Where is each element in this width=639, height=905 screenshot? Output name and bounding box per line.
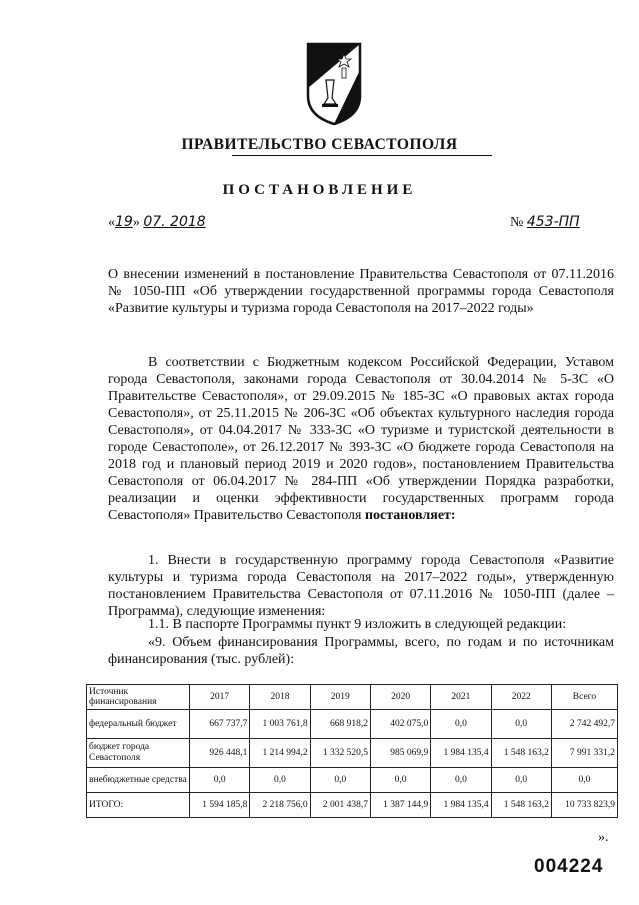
row-label: бюджет города Севастополя — [87, 739, 190, 768]
table-cell: 1 984 135,4 — [431, 793, 491, 818]
date-month-year: 07. 2018 — [143, 214, 206, 230]
preamble-text: В соответствии с Бюджетным кодексом Российской Федерации, Уставом города Севастополя, законами города Севастополя от 30.04.2014 № 5-ЗС «О Правительстве Севастополя», от 29.09.2015 № 185-ЗС «О правовых актах города Севастополя», от 25.11.2015 № 206-ЗС «Об объектах культурного наследия города Севастополя», от 04.04.2017 № 333-ЗС «О туризме и туристской деятельности в городе Севастополе», от 26.12.2017 № 393-ЗС «О бюджете города Севастополя на 2018 год и плановый период 2019 и 2020 годов», постановлением Правительства Севастополя от 06.04.2017 № 284-ПП «Об утверждении Порядка разработки, реализации и оценки эффективности государственных программ города Севастополя» Правительство Севастополя — [108, 355, 614, 523]
document-date — [108, 214, 206, 231]
date-prefix: « — [108, 215, 115, 230]
table-cell: 0,0 — [250, 768, 310, 793]
number-value: 453-ПП — [526, 214, 580, 230]
table-header: 2021 — [431, 685, 491, 710]
table-cell: 1 548 163,2 — [491, 739, 551, 768]
closing-quote: ». — [598, 830, 609, 845]
date-mid: » — [132, 215, 140, 230]
table-header: 2018 — [250, 685, 310, 710]
preamble-paragraph — [108, 354, 614, 524]
row-label: внебюджетные средства — [87, 768, 190, 793]
table-cell: 668 918,2 — [310, 710, 370, 739]
document-code: 004224 — [534, 856, 604, 877]
title-underline — [232, 155, 492, 156]
government-title: ПРАВИТЕЛЬСТВО СЕВАСТОПОЛЯ — [181, 136, 458, 153]
table-header: Источник финансирования — [87, 685, 190, 710]
document-subject: О внесении изменений в постановление Правительства Севастополя от 07.11.2016 № 1050-ПП «Об утверждении государственной программы города Севастополя «Развитие культуры и туризма города Севастополя на 2017–2022 годы» — [108, 267, 614, 316]
coat-of-arms-emblem — [302, 40, 366, 126]
table-cell: 926 448,1 — [190, 739, 250, 768]
table-cell: 2 001 438,7 — [310, 793, 370, 818]
table-cell: 402 075,0 — [370, 710, 430, 739]
table-cell: 1 984 135,4 — [431, 739, 491, 768]
table-header-row — [87, 685, 618, 710]
table-cell: 0,0 — [551, 768, 617, 793]
table-cell: 0,0 — [431, 768, 491, 793]
table-row — [87, 739, 618, 768]
table-cell: 1 387 144,9 — [370, 793, 430, 818]
coat-of-arms-icon — [302, 40, 366, 126]
table-cell: 0,0 — [491, 710, 551, 739]
table-cell: 1 594 185,8 — [190, 793, 250, 818]
table-cell: 2 218 756,0 — [250, 793, 310, 818]
table-header: Всего — [551, 685, 617, 710]
table-header: 2020 — [370, 685, 430, 710]
table-cell: 2 742 492,7 — [551, 710, 617, 739]
row-label: федеральный бюджет — [87, 710, 190, 739]
table-cell: 0,0 — [310, 768, 370, 793]
table-cell: 0,0 — [370, 768, 430, 793]
item-1-1-paragraph: 1.1. В паспорте Программы пункт 9 изложить в следующей редакции: — [148, 617, 567, 632]
financing-table — [86, 684, 618, 818]
item-9-paragraph: «9. Объем финансирования Программы, всего, по годам и по источникам финансирования (тыс. рублей): — [108, 635, 614, 667]
table-cell: 7 991 331,2 — [551, 739, 617, 768]
table-cell: 0,0 — [190, 768, 250, 793]
table-cell: 0,0 — [491, 768, 551, 793]
document-type-title: ПОСТАНОВЛЕНИЕ — [222, 182, 417, 198]
table-row — [87, 710, 618, 739]
table-cell: 1 003 761,8 — [250, 710, 310, 739]
document-number — [510, 214, 580, 231]
decree-word: постановляет: — [364, 508, 456, 523]
date-day: 19 — [115, 214, 133, 230]
table-header: 2017 — [190, 685, 250, 710]
table-header: 2022 — [491, 685, 551, 710]
table-row — [87, 768, 618, 793]
number-prefix: № — [510, 215, 524, 230]
table-cell: 10 733 823,9 — [551, 793, 617, 818]
item-1-paragraph: 1. Внести в государственную программу города Севастополя «Развитие культуры и туризма города Севастополя на 2017–2022 годы», утвержденную постановлением Правительства Севастополя от 07.11.2016 № 1050-ПП (далее – Программа), следующие изменения: — [108, 553, 614, 619]
table-cell: 1 214 994,2 — [250, 739, 310, 768]
table-row — [87, 793, 618, 818]
table-cell: 1 332 520,5 — [310, 739, 370, 768]
table-cell: 1 548 163,2 — [491, 793, 551, 818]
table-cell: 985 069,9 — [370, 739, 430, 768]
table-cell: 0,0 — [431, 710, 491, 739]
table-header: 2019 — [310, 685, 370, 710]
row-label: ИТОГО: — [87, 793, 190, 818]
table-cell: 667 737,7 — [190, 710, 250, 739]
